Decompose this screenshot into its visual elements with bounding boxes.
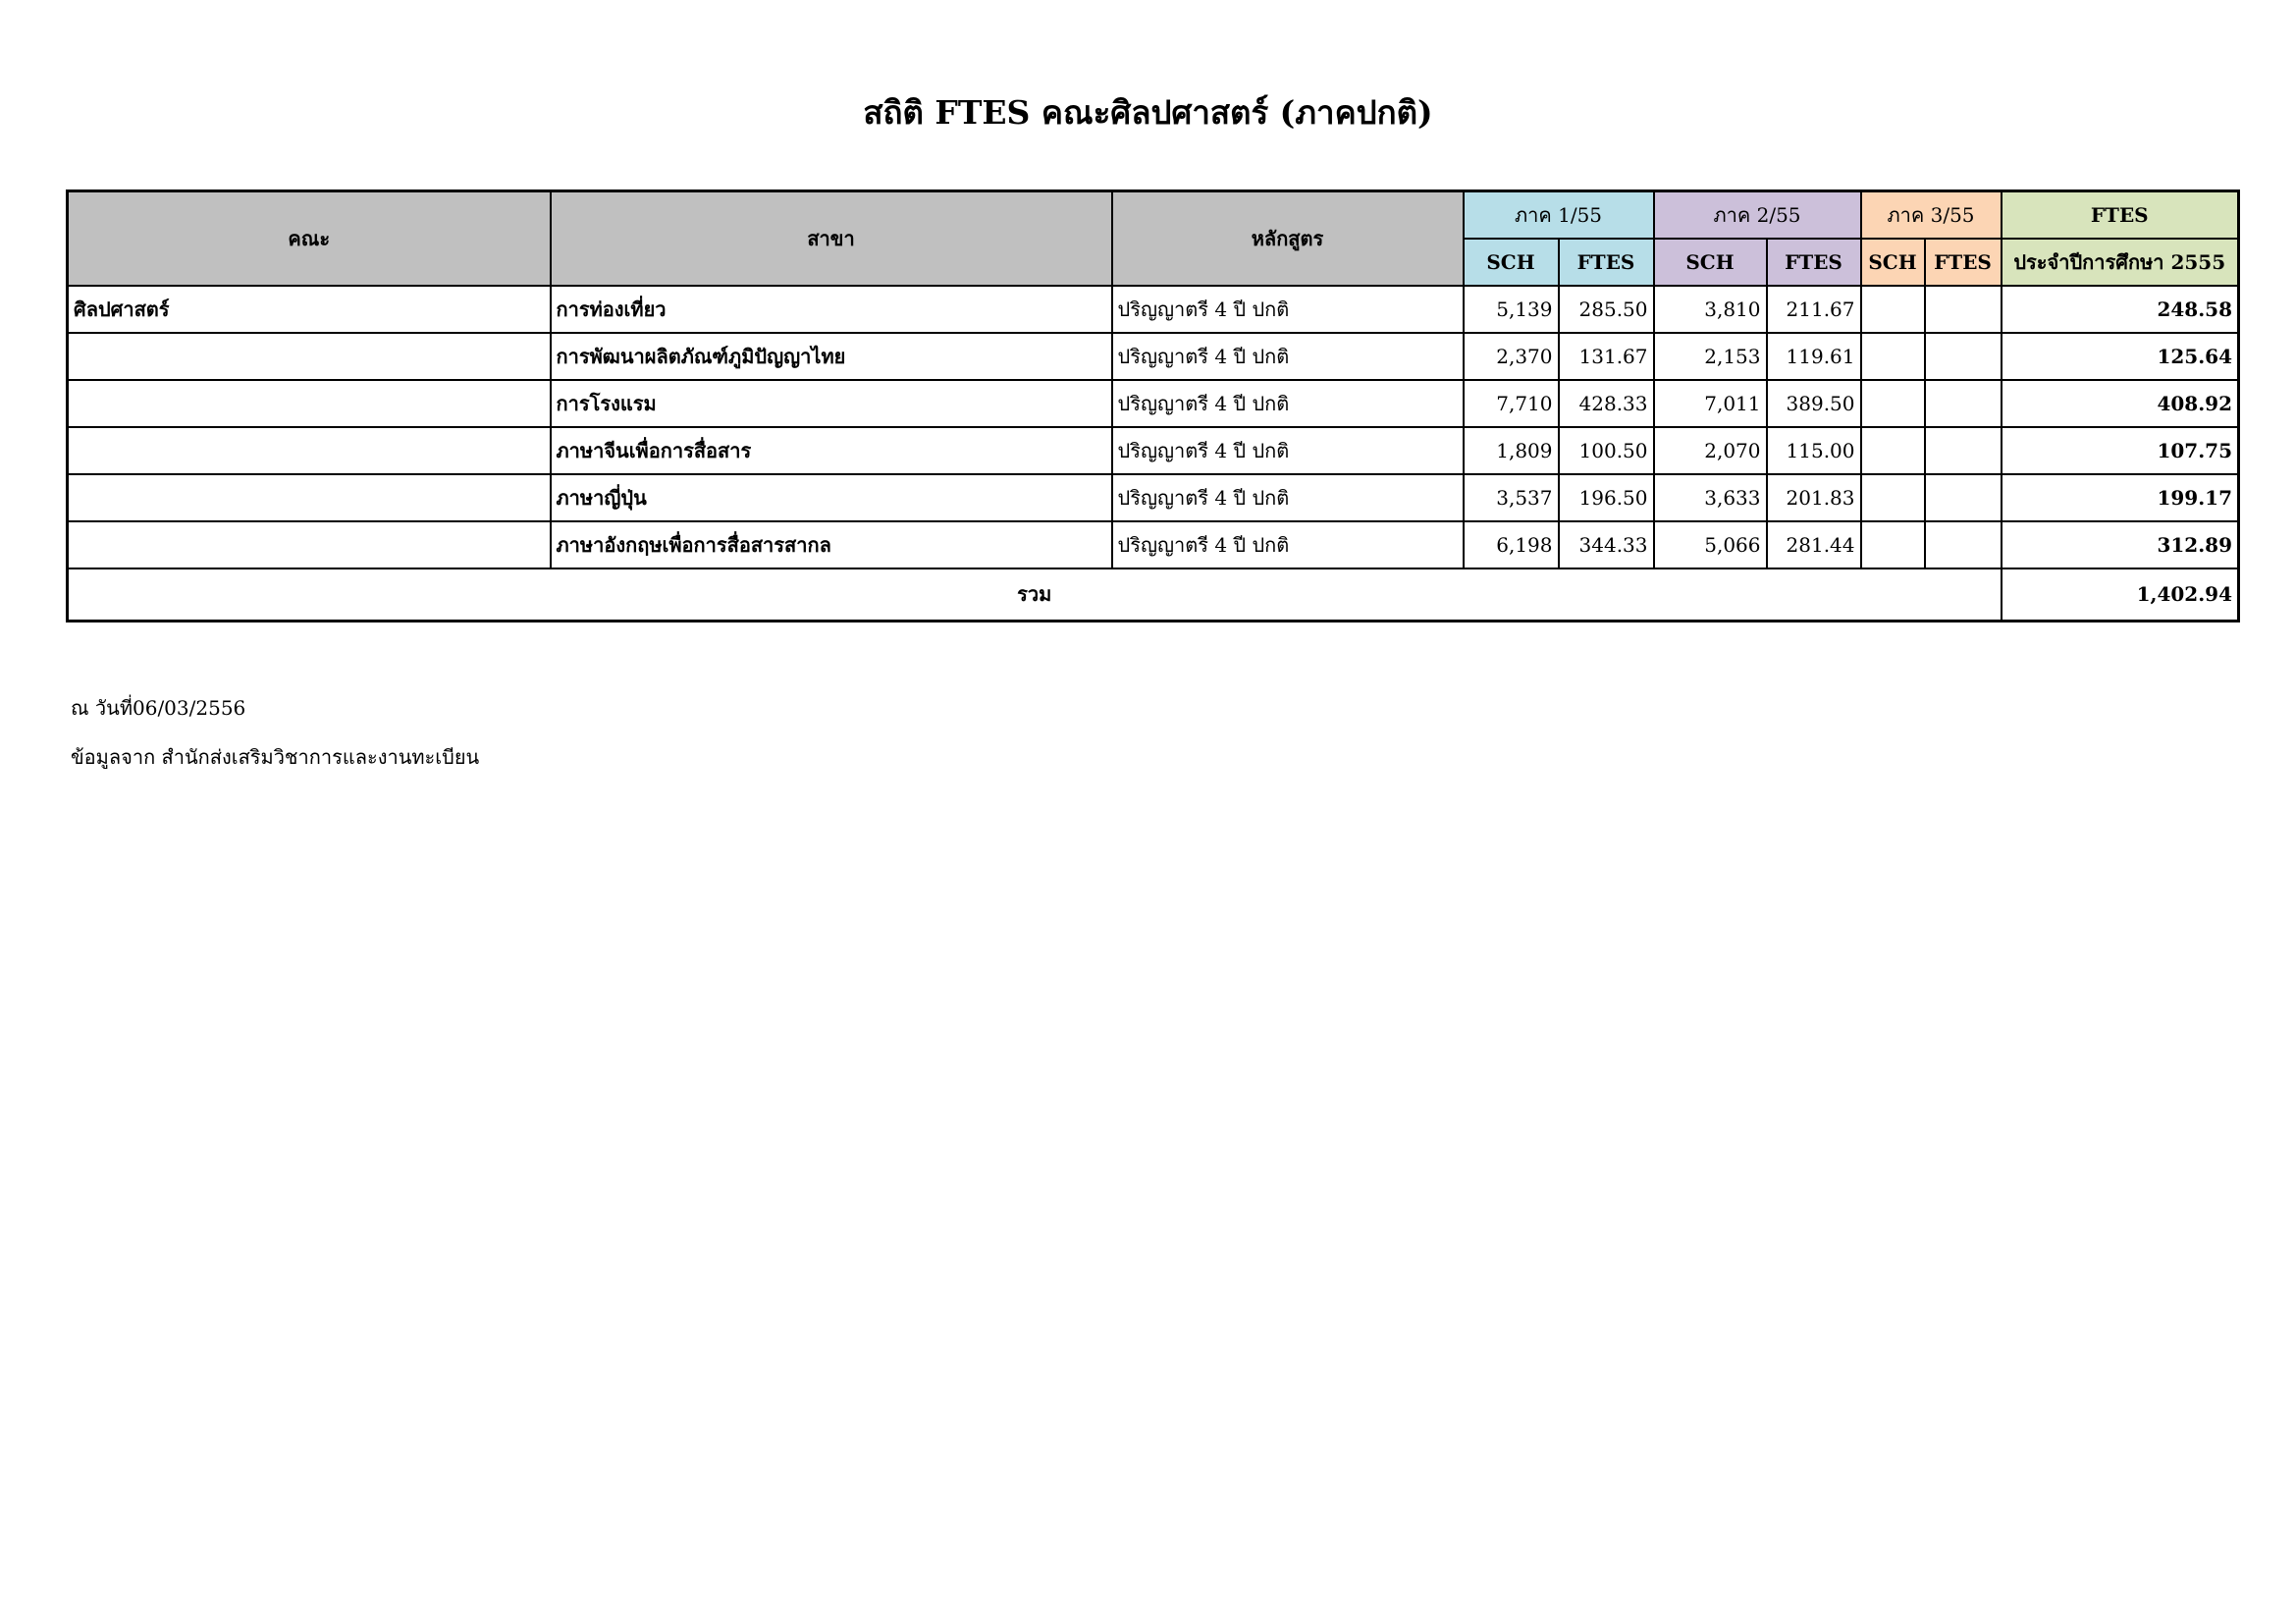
cell-ftes-year: 125.64 bbox=[2002, 333, 2239, 380]
page-title: สถิติ FTES คณะศิลปศาสตร์ (ภาคปกติ) bbox=[863, 93, 1433, 132]
cell-ftes1: 196.50 bbox=[1559, 474, 1654, 521]
cell-ftes1: 285.50 bbox=[1559, 286, 1654, 333]
cell-ftes-year: 199.17 bbox=[2002, 474, 2239, 521]
total-label: รวม bbox=[68, 568, 2002, 622]
header-ftes-total: FTES bbox=[2002, 191, 2239, 239]
table-row bbox=[68, 474, 2239, 521]
header-term2-sch: SCH bbox=[1654, 239, 1767, 286]
cell-program: ปริญญาตรี 4 ปี ปกติ bbox=[1112, 521, 1464, 568]
header-term3-ftes: FTES bbox=[1925, 239, 2002, 286]
data-source: ข้อมูลจาก สำนักส่งเสริมวิชาการและงานทะเบียน bbox=[71, 745, 480, 769]
cell-sch2: 3,633 bbox=[1654, 474, 1767, 521]
header-term2-ftes: FTES bbox=[1767, 239, 1861, 286]
cell-sch1: 5,139 bbox=[1464, 286, 1559, 333]
cell-faculty bbox=[68, 333, 551, 380]
cell-ftes2: 201.83 bbox=[1767, 474, 1861, 521]
header-program: หลักสูตร bbox=[1112, 191, 1464, 286]
cell-ftes3 bbox=[1925, 521, 2002, 568]
header-term1: ภาค 1/55 bbox=[1464, 191, 1654, 239]
cell-ftes3 bbox=[1925, 286, 2002, 333]
cell-ftes3 bbox=[1925, 427, 2002, 474]
cell-major: การโรงแรม bbox=[551, 380, 1112, 427]
cell-sch2: 5,066 bbox=[1654, 521, 1767, 568]
cell-ftes1: 100.50 bbox=[1559, 427, 1654, 474]
cell-ftes2: 119.61 bbox=[1767, 333, 1861, 380]
cell-faculty bbox=[68, 380, 551, 427]
cell-sch3 bbox=[1861, 474, 1925, 521]
cell-program: ปริญญาตรี 4 ปี ปกติ bbox=[1112, 474, 1464, 521]
cell-faculty bbox=[68, 474, 551, 521]
cell-major: ภาษาอังกฤษเพื่อการสื่อสารสากล bbox=[551, 521, 1112, 568]
footnotes bbox=[71, 683, 479, 782]
header-major: สาขา bbox=[551, 191, 1112, 286]
cell-sch2: 3,810 bbox=[1654, 286, 1767, 333]
ftes-table bbox=[66, 189, 2240, 622]
header-faculty: คณะ bbox=[68, 191, 551, 286]
cell-major: การท่องเที่ยว bbox=[551, 286, 1112, 333]
header-ftes-year: ประจำปีการศึกษา 2555 bbox=[2002, 239, 2239, 286]
cell-sch2: 7,011 bbox=[1654, 380, 1767, 427]
cell-ftes2: 281.44 bbox=[1767, 521, 1861, 568]
cell-ftes3 bbox=[1925, 333, 2002, 380]
cell-ftes2: 211.67 bbox=[1767, 286, 1861, 333]
as-of-date: ณ วันที่06/03/2556 bbox=[71, 696, 246, 720]
cell-sch2: 2,153 bbox=[1654, 333, 1767, 380]
cell-sch2: 2,070 bbox=[1654, 427, 1767, 474]
cell-sch1: 1,809 bbox=[1464, 427, 1559, 474]
header-term3-sch: SCH bbox=[1861, 239, 1925, 286]
header-term1-ftes: FTES bbox=[1559, 239, 1654, 286]
cell-ftes1: 131.67 bbox=[1559, 333, 1654, 380]
total-value: 1,402.94 bbox=[2002, 568, 2239, 622]
cell-sch1: 3,537 bbox=[1464, 474, 1559, 521]
cell-major: การพัฒนาผลิตภัณฑ์ภูมิปัญญาไทย bbox=[551, 333, 1112, 380]
cell-sch3 bbox=[1861, 521, 1925, 568]
cell-ftes-year: 248.58 bbox=[2002, 286, 2239, 333]
cell-ftes1: 344.33 bbox=[1559, 521, 1654, 568]
cell-program: ปริญญาตรี 4 ปี ปกติ bbox=[1112, 380, 1464, 427]
table-row bbox=[68, 427, 2239, 474]
cell-ftes2: 389.50 bbox=[1767, 380, 1861, 427]
cell-ftes-year: 107.75 bbox=[2002, 427, 2239, 474]
cell-program: ปริญญาตรี 4 ปี ปกติ bbox=[1112, 333, 1464, 380]
cell-sch3 bbox=[1861, 427, 1925, 474]
cell-faculty: ศิลปศาสตร์ bbox=[68, 286, 551, 333]
table-row bbox=[68, 521, 2239, 568]
table-row bbox=[68, 286, 2239, 333]
cell-ftes-year: 408.92 bbox=[2002, 380, 2239, 427]
header-term1-sch: SCH bbox=[1464, 239, 1559, 286]
total-row bbox=[68, 568, 2239, 622]
cell-program: ปริญญาตรี 4 ปี ปกติ bbox=[1112, 427, 1464, 474]
header-term2: ภาค 2/55 bbox=[1654, 191, 1861, 239]
cell-ftes2: 115.00 bbox=[1767, 427, 1861, 474]
cell-sch3 bbox=[1861, 380, 1925, 427]
cell-program: ปริญญาตรี 4 ปี ปกติ bbox=[1112, 286, 1464, 333]
table-row bbox=[68, 333, 2239, 380]
cell-ftes1: 428.33 bbox=[1559, 380, 1654, 427]
cell-major: ภาษาจีนเพื่อการสื่อสาร bbox=[551, 427, 1112, 474]
cell-ftes3 bbox=[1925, 474, 2002, 521]
cell-sch1: 2,370 bbox=[1464, 333, 1559, 380]
cell-faculty bbox=[68, 521, 551, 568]
cell-ftes3 bbox=[1925, 380, 2002, 427]
cell-sch3 bbox=[1861, 333, 1925, 380]
cell-ftes-year: 312.89 bbox=[2002, 521, 2239, 568]
cell-sch3 bbox=[1861, 286, 1925, 333]
cell-sch1: 7,710 bbox=[1464, 380, 1559, 427]
cell-faculty bbox=[68, 427, 551, 474]
cell-sch1: 6,198 bbox=[1464, 521, 1559, 568]
cell-major: ภาษาญี่ปุ่น bbox=[551, 474, 1112, 521]
table-row bbox=[68, 380, 2239, 427]
header-term3: ภาค 3/55 bbox=[1861, 191, 2002, 239]
